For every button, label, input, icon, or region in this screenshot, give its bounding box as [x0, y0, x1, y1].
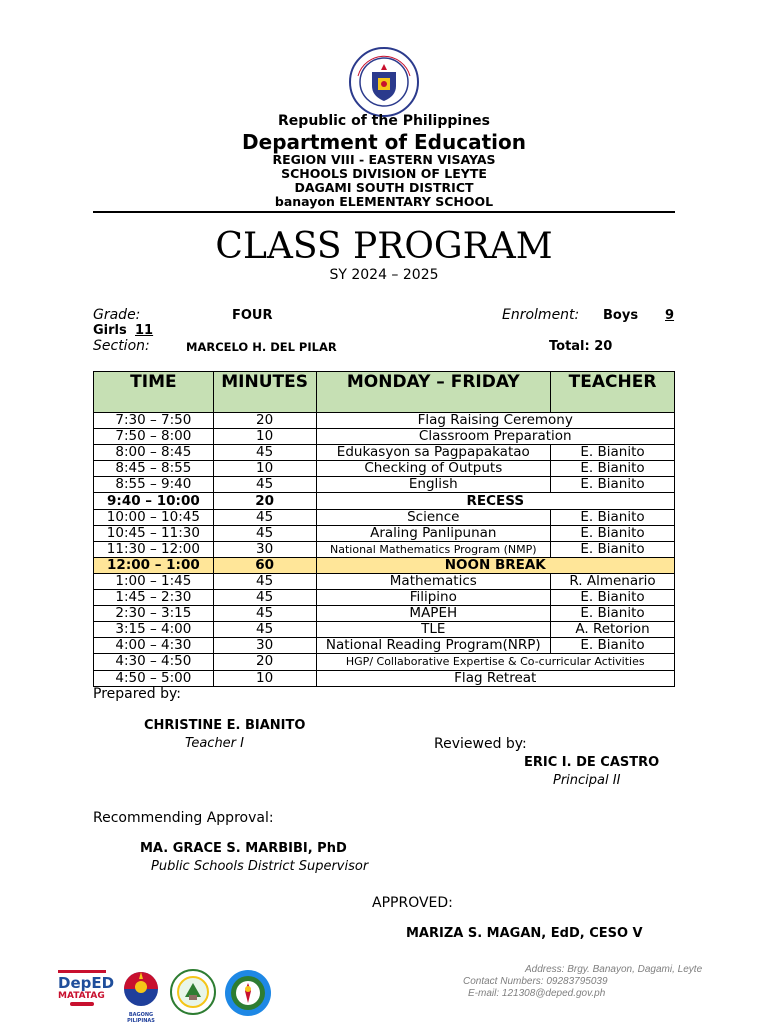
minutes-cell: 45: [213, 573, 316, 589]
grade-label: Grade:: [93, 307, 141, 323]
subject-cell: Classroom Preparation: [316, 429, 675, 445]
table-row: [94, 461, 675, 477]
minutes-cell: 45: [213, 590, 316, 606]
minutes-cell: 20: [213, 413, 316, 429]
time-cell: 10:45 – 11:30: [94, 525, 214, 541]
subject-cell: English: [316, 477, 551, 493]
table-row: [94, 590, 675, 606]
minutes-cell: 45: [213, 622, 316, 638]
school-seal-logo: [224, 969, 272, 1017]
minutes-cell: 20: [213, 493, 316, 509]
teacher-cell: E. Bianito: [551, 461, 675, 477]
prepared-by-name: CHRISTINE E. BIANITO: [144, 718, 306, 733]
teacher-cell: E. Bianito: [551, 606, 675, 622]
time-cell: 1:45 – 2:30: [94, 590, 214, 606]
division-seal-logo: [170, 969, 216, 1015]
table-header-row: [94, 372, 675, 413]
time-cell: 10:00 – 10:45: [94, 509, 214, 525]
header-divider: [93, 211, 675, 213]
subject-cell: Filipino: [316, 590, 551, 606]
grade-value: FOUR: [232, 308, 273, 323]
section-label: Section:: [93, 338, 150, 354]
table-row: [94, 638, 675, 654]
bagong-pilipinas-logo: [118, 970, 164, 1024]
boys-value: 9: [665, 308, 675, 323]
subject-cell: MAPEH: [316, 606, 551, 622]
time-cell: 4:00 – 4:30: [94, 638, 214, 654]
subject-cell: Flag Raising Ceremony: [316, 413, 675, 429]
teacher-cell: E. Bianito: [551, 541, 675, 557]
subject-cell: Flag Retreat: [316, 670, 675, 686]
table-row: [94, 670, 675, 686]
footer-contact-numbers: Contact Numbers: 09283795039: [463, 976, 608, 987]
subject-cell: TLE: [316, 622, 551, 638]
prepared-by-role: Teacher I: [185, 736, 244, 751]
time-cell: 8:45 – 8:55: [94, 461, 214, 477]
teacher-cell: E. Bianito: [551, 477, 675, 493]
header-teacher: TEACHER: [551, 372, 675, 413]
school-heading: banayon ELEMENTARY SCHOOL: [274, 194, 494, 209]
subject-cell: National Mathematics Program (NMP): [316, 541, 551, 557]
recommending-name: MA. GRACE S. MARBIBI, PhD: [140, 841, 347, 856]
table-row: [94, 557, 675, 573]
page-title: CLASS PROGRAM: [215, 226, 553, 267]
teacher-cell: E. Bianito: [551, 638, 675, 654]
table-row: [94, 413, 675, 429]
table-row: [94, 477, 675, 493]
deped-logo-text: DepED: [58, 974, 115, 992]
header-time: TIME: [94, 372, 214, 413]
table-row: [94, 525, 675, 541]
time-cell: 4:50 – 5:00: [94, 670, 214, 686]
minutes-cell: 20: [213, 654, 316, 670]
header-minutes: MINUTES: [213, 372, 316, 413]
bagong-pilipinas-text: BAGONG PILIPINAS: [127, 1012, 155, 1024]
region-heading: REGION VIII - EASTERN VISAYAS: [272, 152, 496, 167]
reviewed-by-name: ERIC I. DE CASTRO: [524, 755, 660, 770]
time-cell: 3:15 – 4:00: [94, 622, 214, 638]
subject-cell: HGP/ Collaborative Expertise & Co-curricular Activities: [316, 654, 675, 670]
subject-cell: Mathematics: [316, 573, 551, 589]
teacher-cell: A. Retorion: [551, 622, 675, 638]
table-row: [94, 654, 675, 670]
time-cell: 1:00 – 1:45: [94, 573, 214, 589]
teacher-cell: E. Bianito: [551, 525, 675, 541]
minutes-cell: 10: [213, 670, 316, 686]
header-schedule: MONDAY – FRIDAY: [316, 372, 551, 413]
minutes-cell: 45: [213, 445, 316, 461]
division-heading: SCHOOLS DIVISION OF LEYTE: [281, 166, 487, 181]
teacher-cell: R. Almenario: [551, 573, 675, 589]
minutes-cell: 30: [213, 638, 316, 654]
time-cell: 11:30 – 12:00: [94, 541, 214, 557]
section-value: MARCELO H. DEL PILAR: [186, 340, 337, 354]
minutes-cell: 45: [213, 525, 316, 541]
teacher-cell: E. Bianito: [551, 509, 675, 525]
reviewed-by-label: Reviewed by:: [434, 736, 527, 752]
enrolment-label: Enrolment:: [502, 307, 580, 323]
school-year: SY 2024 – 2025: [329, 267, 439, 283]
minutes-cell: 60: [213, 557, 316, 573]
footer-contact-block: [463, 964, 703, 1000]
reviewed-by-role: Principal II: [553, 773, 621, 788]
table-row: [94, 606, 675, 622]
approved-label: APPROVED:: [372, 895, 453, 911]
minutes-cell: 30: [213, 541, 316, 557]
table-row: [94, 493, 675, 509]
bagong-pilipinas-icon: [118, 970, 164, 1008]
subject-cell: NOON BREAK: [316, 557, 675, 573]
minutes-cell: 45: [213, 477, 316, 493]
republic-heading: Republic of the Philippines: [278, 113, 490, 129]
recommending-role: Public Schools District Supervisor: [151, 859, 369, 874]
subject-cell: RECESS: [316, 493, 675, 509]
minutes-cell: 45: [213, 606, 316, 622]
teacher-cell: E. Bianito: [551, 590, 675, 606]
table-row: [94, 622, 675, 638]
time-cell: 9:40 – 10:00: [94, 493, 214, 509]
girls-value: 11: [135, 323, 154, 338]
time-cell: 8:00 – 8:45: [94, 445, 214, 461]
time-cell: 8:55 – 9:40: [94, 477, 214, 493]
footer-address: Address: Brgy. Banayon, Dagami, Leyte: [525, 964, 703, 975]
subject-cell: Checking of Outputs: [316, 461, 551, 477]
time-cell: 4:30 – 4:50: [94, 654, 214, 670]
time-cell: 7:50 – 8:00: [94, 429, 214, 445]
table-row: [94, 541, 675, 557]
time-cell: 2:30 – 3:15: [94, 606, 214, 622]
total-enrolment: Total: 20: [549, 339, 613, 354]
approved-name: MARIZA S. MAGAN, EdD, CESO V: [406, 926, 643, 941]
table-row: [94, 429, 675, 445]
class-program-table: [93, 371, 675, 687]
table-row: [94, 509, 675, 525]
prepared-by-label: Prepared by:: [93, 686, 181, 702]
matatag-logo-text: MATATAG: [58, 991, 105, 1001]
teacher-cell: E. Bianito: [551, 445, 675, 461]
minutes-cell: 10: [213, 429, 316, 445]
table-row: [94, 573, 675, 589]
subject-cell: Science: [316, 509, 551, 525]
minutes-cell: 45: [213, 509, 316, 525]
department-heading: Department of Education: [242, 130, 526, 154]
recommending-label: Recommending Approval:: [93, 810, 274, 826]
footer-email: E-mail: 121308@deped.gov.ph: [468, 988, 606, 999]
time-cell: 7:30 – 7:50: [94, 413, 214, 429]
subject-cell: Araling Panlipunan: [316, 525, 551, 541]
time-cell: 12:00 – 1:00: [94, 557, 214, 573]
deped-matatag-logo: [58, 970, 115, 1016]
subject-cell: Edukasyon sa Pagpapakatao: [316, 445, 551, 461]
deped-seal-logo: [348, 46, 420, 118]
subject-cell: National Reading Program(NRP): [316, 638, 551, 654]
minutes-cell: 10: [213, 461, 316, 477]
table-row: [94, 445, 675, 461]
girls-label: Girls: [93, 323, 127, 338]
district-heading: DAGAMI SOUTH DISTRICT: [294, 180, 474, 195]
boys-label: Boys: [603, 308, 639, 323]
